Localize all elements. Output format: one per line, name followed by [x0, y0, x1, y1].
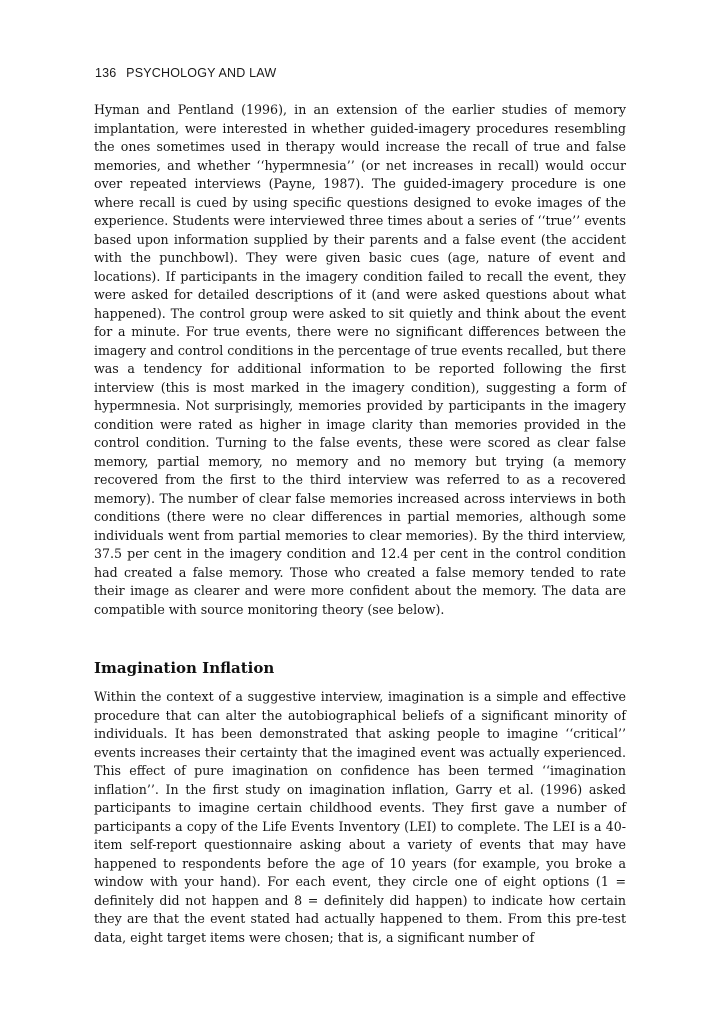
section-heading-imagination-inflation: Imagination Inflation	[94, 659, 275, 677]
body-paragraph-imagination-inflation: Within the context of a suggestive interview, imagination is a simple and effective procedure that can alter the autobiographical beliefs of a significant minority of individuals. It has been demonstrated that asking people to imagine ‘‘critical’’ events increases their certainty that the imagined event was actually experienced. This effect of pure imagination on confidence has been termed ‘‘imagination inflation’’. In the first study on imagination inflation, Garry et al. (1996) asked participants to imagine certain childhood events. They first gave a number of participants a copy of the Life Events Inventory (LEI) to complete. The LEI is a 40-item self-report questionnaire asking about a variety of events that may have happened to respondents before the age of 10 years (for example, you broke a window with your hand). For each event, they circle one of eight options (1 = definitely did not happen and 8 = definitely did happen) to indicate how certain they are that the event stated had actually happened to them. From this pre-test data, eight target items were chosen; that is, a significant number of	[94, 689, 626, 945]
running-head-title: PSYCHOLOGY AND LAW	[126, 66, 277, 80]
running-head	[95, 66, 276, 80]
page-number: 136	[95, 66, 117, 80]
body-paragraph-hyman-pentland: Hyman and Pentland (1996), in an extension of the earlier studies of memory implantation, were interested in whether guided-imagery procedures resembling the ones sometimes used in therapy would increase the recall of true and false memories, and whether ‘‘hypermnesia’’ (or net increases in recall) would occur over repeated interviews (Payne, 1987). The guided-imagery procedure is one where recall is cued by using specific questions designed to evoke images of the experience. Students were interviewed three times about a series of ‘‘true’’ events based upon information supplied by their parents and a false event (the accident with the punchbowl). They were given basic cues (age, nature of event and locations). If participants in the imagery condition failed to recall the event, they were asked for detailed descriptions of it (and were asked questions about what happened). The control group were asked to sit quietly and think about the event for a minute. For true events, there were no significant differences between the imagery and control conditions in the percentage of true events recalled, but there was a tendency for additional information to be reported following the first interview (this is most marked in the imagery condition), suggesting a form of hypermnesia. Not surprisingly, memories provided by participants in the imagery condition were rated as higher in image clarity than memories provided in the control condition. Turning to the false events, these were scored as clear false memory, partial memory, no memory and no memory but trying (a memory recovered from the first to the third interview was referred to as a recovered memory). The number of clear false memories increased across interviews in both conditions (there were no clear differences in partial memories, although some individuals went from partial memories to clear memories). By the third interview, 37.5 per cent in the imagery condition and 12.4 per cent in the control condition had created a false memory. Those who created a false memory tended to rate their image as clearer and were more confident about the memory. The data are compatible with source monitoring theory (see below).	[94, 102, 626, 617]
